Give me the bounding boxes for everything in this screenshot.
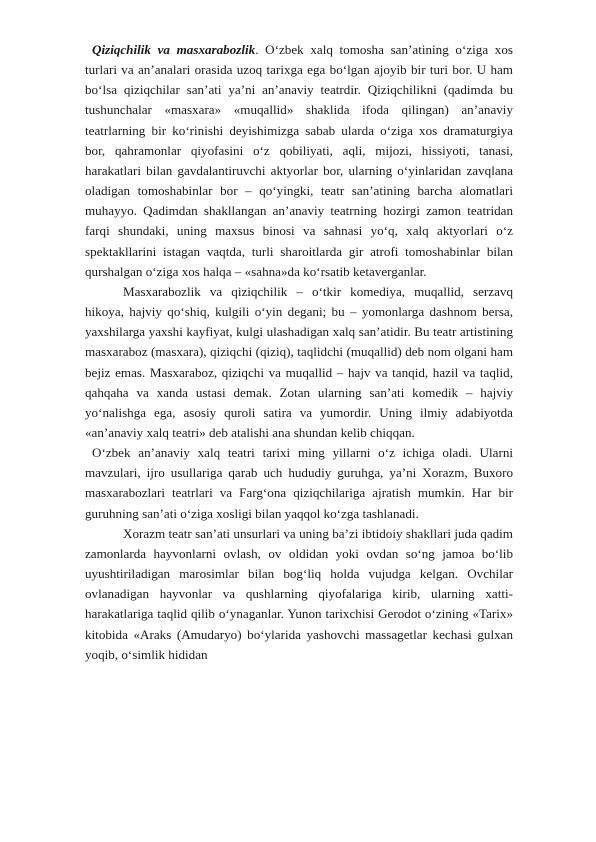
paragraph-masxarabozlik: Masxarabozlik va qiziqchilik – o‘tkir komediya, muqallid, serzavq hikoya, hajviy qo‘shiq, kulgili o‘yin degani; bu – yomonlarga dashnom bersa, yaxshilarga yaxshi kayfiyat, kulgi ulashadigan xalq san’atidir. Bu teatr artistining masxaraboz (masxara), qiziqchi (qiziq), taqlidchi (muqallid) deb nom olgani ham bejiz emas. Masxaraboz, qiziqchi va muqallid – hajv va tanqid, hazil va taqlid, qahqaha va xanda ustasi demak. Zotan ularning san’ati komedik – hajviy yo‘nalishga ega, asosiy quroli satira va yumordir. Uning ilmiy adabiyotda «an’anaviy xalq teatri» deb atalishi ana shundan kelib chiqqan.	[85, 283, 513, 440]
paragraph-intro	[85, 40, 513, 282]
paragraph-text: . O‘zbek xalq tomosha san’atining o‘ziga xos turlari va an’analari orasida uzoq tarixga ega bo‘lgan ajoyib bir turi bor. U ham bo‘lsa qiziqchilar san’ati ya’ni an’anaviy teatrdir. Qiziqchilikni (qadimda bu tushunchalar «masxara» «muqallid» shaklida ifoda qilingan) an’anaviy teatrlarning bir ko‘rinishi deyishimizga sabab ularda o‘ziga xos dramaturgiya bor, qahramonlar qiyofasini o‘z qobiliyati, aqli, mijozi, hissiyoti, tanasi, harakatlari bilan gavdalantiruvchi aktyorlar bor, ularning o‘yinlaridan zavqlana oladigan tomoshabinlar bor – qo‘yingki, teatr san’atining barcha alomatlari muhayyo. Qadimdan shakllangan an’anaviy teatrning hozirgi zamon teatridan farqi shundaki, uning maxsus binosi va sahnasi yo‘q, xalq aktyorlari o‘z spektakllarini istagan vaqtda, turli sharoitlarda gir atrofi tomoshabinlar bilan qurshalgan o‘ziga xos halqa – «sahna»da ko‘rsatib ketaverganlar.	[85, 42, 513, 279]
paragraph-xorazm: Xorazm teatr san’ati unsurlari va uning ba’zi ibtidoiy shakllari juda qadim zamonlarda hayvonlarni ovlash, ov oldidan yoki ovdan so‘ng jamoa bo‘lib uyushtiriladigan marosimlar bilan bog‘liq holda vujudga kelgan. Ovchilar ovlanadigan hayvonlar va qushlarning qiyofalariga kirib, ularning xatti-harakatlariga taqlid qilib o‘ynaganlar. Yunon tarixchisi Gerodot o‘zining «Tarix» kitobida «Araks (Amudaryo) bo‘ylarida yashovchi massagetlar kechasi gulxan yoqib, o‘simlik hididan	[85, 525, 513, 662]
paragraph-history: O‘zbek an’anaviy xalq teatri tarixi ming yillarni o‘z ichiga oladi. Ularni mavzulari, ijro usullariga qarab uch hududiy guruhga, ya’ni Xorazm, Buxoro masxarabozlari teatrlari va Farg‘ona qiziqchilariga ajratish mumkin. Har bir guruhning san’ati o‘ziga xosligi bilan yaqqol ko‘zga tashlanadi.	[85, 445, 513, 521]
document-page	[85, 40, 513, 665]
section-heading: Qiziqchilik va masxarabozlik	[92, 42, 256, 57]
